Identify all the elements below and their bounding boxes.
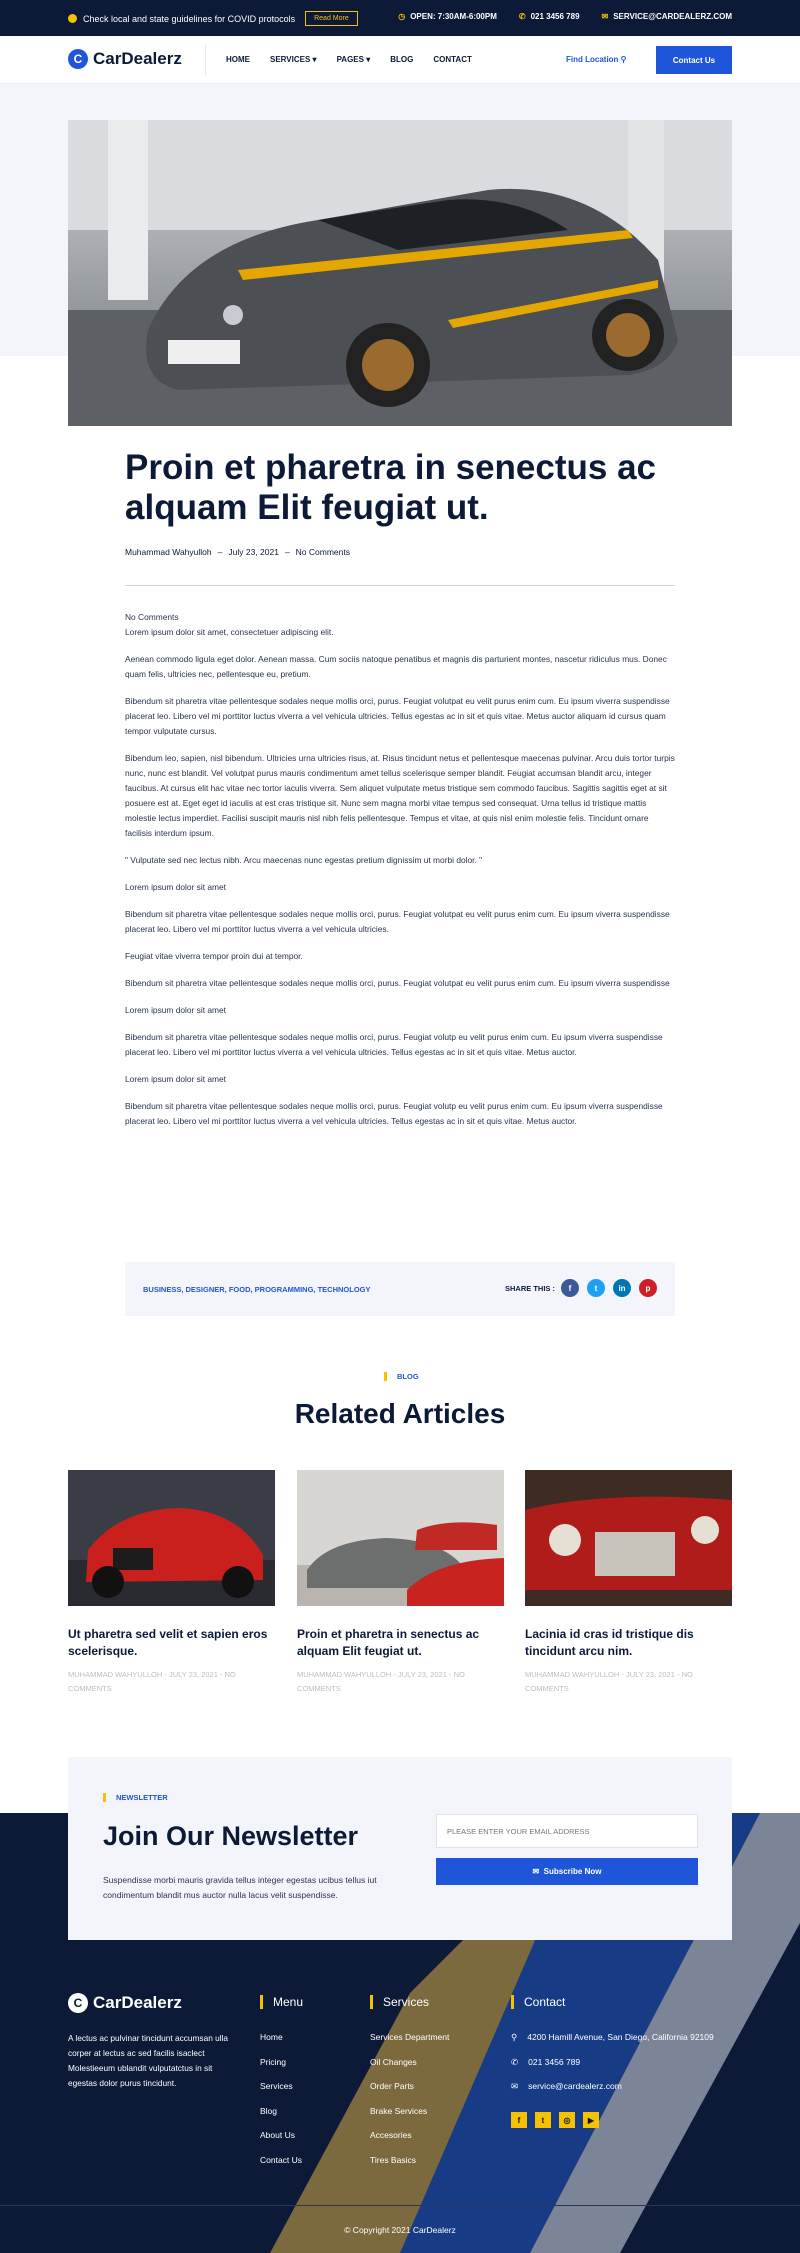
footer-services-list [370,2032,449,2179]
related-articles-title: Related Articles [294,1398,506,1429]
related-card[interactable] [525,1470,732,1696]
covid-notice: Check local and state guidelines for COVID protocols [83,13,296,24]
footer-link-services[interactable]: Services [260,2081,293,2091]
logo-icon: C [68,49,88,69]
paragraph: Lorem ipsum dolor sit amet [125,882,227,892]
nav-item-blog[interactable]: BLOG [390,55,414,64]
paragraph: Feugiat vitae viverra tempor proin dui at tempor. [125,951,303,961]
footer-menu-list [260,2032,302,2179]
share-label: SHARE THIS : [505,1284,556,1293]
footer-menu-title: Menu [260,1995,303,2009]
instagram-icon[interactable]: ◎ [559,2112,575,2128]
article-meta: Muhammad Wahyulloh – July 23, 2021 – No Comments [125,547,350,557]
chevron-down-icon: ▾ [366,55,371,64]
read-more-button[interactable]: Read More [305,11,358,26]
footer-link-contact[interactable]: Contact Us [260,2154,303,2165]
paragraph: Bibendum leo, sapien, nisl bibendum. Ultricies urna ultricies risus, at. Risus tincidunt netus et pellentesque maecenas pulvinar. Arcu duis tortor turpis nunc, nunc est blandit. Vel volutpat purus mauris condimentum amet tellus scelerisque semper blandit. Feugiat accumsan blandit arcu, integer faucibus. At cursus elit hac vitae nec tortor iaculis viverra. Sem aliquet vulputate metus tristique sem commodo faucibus. Sagittis sagittis eget at sit posuere est at. Eget eget id iaculis at est cras tristique sit. Nunc sem magna morbi vitae tempus sed consequat. Urna tellus id tristique mattis molestie lectus imperdiet. Facilisi suscipit mauris nisl nibh felis pellentesque. Tempus et vitae, at quis nisl enim molestie felis. Tincidunt ornare facilisis interdum ipsum. [125,753,675,838]
find-location-link[interactable]: Find Location ⚲ [566,55,627,64]
paragraph: Bibendum sit pharetra vitae pellentesque sodales neque mollis orci, purus. Feugiat volutpat eu velit purus enim cum. Eu ipsum viverra suspendisse placerat leo. Libero vel mi porttitor luctus viverra a vel vehicula ultricies. [125,909,670,934]
location-pin-icon: ⚲ [620,55,627,64]
mail-icon: ✉ [511,2081,519,2091]
phone-icon: ✆ [518,12,526,21]
paragraph: Bibendum sit pharetra vitae pellentesque sodales neque mollis orci, purus. Feugiat volutp eu velit purus enim cum. Eu ipsum viverra suspendisse placerat leo. Libero vel mi porttitor luctus viverra a vel vehicula ultricies. Tellus egestas ac in sit et quis vitae. Metus auctor. [125,1101,663,1126]
related-card[interactable] [68,1470,275,1696]
info-icon [68,14,77,23]
footer-link-service[interactable]: Services Department [370,2032,450,2042]
card-meta: MUHAMMAD WAHYULLOH - JULY 23, 2021 - NO COMMENTS [68,1670,236,1693]
logo-icon: C [68,1993,88,2013]
twitter-icon[interactable]: t [587,1279,605,1297]
footer-link-home[interactable]: Home [260,2032,283,2042]
subscribe-button[interactable]: ✉ Subscribe Now [436,1858,698,1885]
article-comments[interactable]: No Comments [295,547,350,557]
main-navbar [0,36,800,84]
section-tag: BLOG [384,1372,419,1381]
newsletter-tag: NEWSLETTER [103,1793,168,1802]
nav-item-contact[interactable]: CONTACT [433,55,472,64]
topbar-phone[interactable]: 021 3456 789 [530,12,580,21]
newsletter-title: Join Our Newsletter [103,1821,359,1851]
footer-contact-title: Contact [511,1995,565,2009]
paragraph: Lorem ipsum dolor sit amet [125,1074,227,1084]
youtube-icon[interactable]: ▶ [583,2112,599,2128]
phone-icon: ✆ [511,2056,519,2067]
contact-us-button[interactable]: Contact Us [656,46,732,74]
footer-link-service[interactable]: Oil Changes [370,2056,417,2067]
nav-menu [226,55,472,64]
footer-link-service[interactable]: Brake Services [370,2105,428,2116]
footer-link-blog[interactable]: Blog [260,2105,278,2116]
chevron-down-icon: ▾ [312,55,317,64]
opening-hours: OPEN: 7:30AM-6:00PM [410,12,497,21]
footer-phone[interactable]: 021 3456 789 [528,2056,581,2067]
nav-item-home[interactable]: HOME [226,55,250,64]
paragraph: Lorem ipsum dolor sit amet [125,1005,227,1015]
footer-description: A lectus ac pulvinar tincidunt accumsan ulla corper at lectus ac sed facilis isaclect Molestieeum ublandit vulputatctus in sit egestas dolor purus tincidunt. [68,2033,229,2088]
card-image[interactable] [297,1470,504,1606]
facebook-icon[interactable]: f [511,2112,527,2128]
copyright: © Copyright 2021 CarDealerz [344,2225,456,2235]
blockquote: " Vulputate sed nec lectus nibh. Arcu maecenas nunc egestas pretium dignissim ut morbi dolor. " [125,855,483,865]
card-meta: MUHAMMAD WAHYULLOH - JULY 23, 2021 - NO COMMENTS [297,1670,465,1693]
linkedin-icon[interactable]: in [613,1279,631,1297]
newsletter-box [68,1757,732,1940]
location-pin-icon: ⚲ [511,2032,518,2042]
divider [125,585,675,586]
card-image[interactable] [68,1470,275,1606]
nav-divider [205,44,206,76]
article-body [125,610,675,1141]
article-author[interactable]: Muhammad Wahyulloh [125,547,212,557]
facebook-icon[interactable]: f [561,1279,579,1297]
article-title: Proin et pharetra in senectus ac alquam Elit feugiat ut. [125,448,657,527]
clock-icon: ◷ [398,12,406,21]
card-title[interactable]: Ut pharetra sed velit et sapien eros scelerisque. [68,1627,268,1658]
twitter-icon[interactable]: t [535,2112,551,2128]
mail-icon: ✉ [532,1867,540,1876]
paragraph: Bibendum sit pharetra vitae pellentesque sodales neque mollis orci, purus. Feugiat volutp eu velit purus enim cum. Eu ipsum viverra suspendisse placerat leo. Libero vel mi porttitor luctus viverra a vel vehicula ultricies. Tellus egestas ac in sit et quis vitae. Metus auctor. [125,1032,663,1057]
paragraph: Aenean commodo ligula eget dolor. Aenean massa. Cum sociis natoque penatibus et magnis dis parturient montes, nascetur ridiculus mus. Donec quam felis, ultricies nec, pellentesque eu, pretium. [125,654,667,679]
card-meta: MUHAMMAD WAHYULLOH - JULY 23, 2021 - NO COMMENTS [525,1670,693,1693]
hero-car-image [68,120,732,426]
footer-logo[interactable]: C CarDealerz [68,1993,182,2013]
email-input[interactable] [436,1814,698,1848]
footer-divider [0,2205,800,2206]
related-card[interactable] [297,1470,504,1696]
paragraph: Bibendum sit pharetra vitae pellentesque sodales neque mollis orci, purus. Feugiat volutpat eu velit purus enim cum. Eu ipsum viverra suspendisse placerat leo. Libero vel mi porttitor luctus viverra a vel vehicula ultricies. Tellus egestas ac in sit et quis vitae. Metus auctor aliquam id cursus quam tempor vulputate cursus. [125,696,670,736]
top-bar [0,0,800,36]
footer-link-service[interactable]: Tires Basics [370,2154,416,2165]
footer-email[interactable]: service@cardealerz.com [528,2081,622,2091]
pinterest-icon[interactable]: p [639,1279,657,1297]
article-tags[interactable]: BUSINESS, DESIGNER, FOOD, PROGRAMMING, TECHNOLOGY [143,1285,371,1294]
nav-item-pages[interactable]: PAGES ▾ [336,55,371,64]
paragraph: No Comments Lorem ipsum dolor sit amet, consectetuer adipiscing elit. [125,612,334,637]
footer-link-about[interactable]: About Us [260,2130,295,2140]
site-logo[interactable] [68,49,182,69]
footer-link-service[interactable]: Accesories [370,2130,412,2140]
footer-contact-info [511,2032,714,2106]
paragraph: Bibendum sit pharetra vitae pellentesque sodales neque mollis orci, purus. Feugiat volutpat eu velit purus enim cum. Eu ipsum viverra suspendisse [125,978,670,988]
article-date: July 23, 2021 [228,547,279,557]
nav-item-services[interactable]: SERVICES ▾ [270,55,317,64]
card-image[interactable] [525,1470,732,1606]
footer-link-service[interactable]: Order Parts [370,2081,414,2091]
footer-link-pricing[interactable]: Pricing [260,2056,286,2067]
card-title[interactable]: Lacinia id cras id tristique dis tincidunt arcu nim. [525,1627,694,1658]
tags-share-box [125,1262,675,1316]
logo-text: CarDealerz [93,49,182,68]
footer-services-title: Services [370,1995,429,2009]
card-title[interactable]: Proin et pharetra in senectus ac alquam Elit feugiat ut. [297,1627,480,1658]
topbar-email[interactable]: SERVICE@CARDEALERZ.COM [613,12,732,21]
mail-icon: ✉ [601,12,609,21]
footer-address: 4200 Hamill Avenue, San Diego, California 92109 [527,2032,714,2042]
newsletter-description: Suspendisse morbi mauris gravida tellus integer egestas ucibus tellus iut condimentum blandit mus auctor nulla lacus velit suspendisse. [103,1875,377,1900]
